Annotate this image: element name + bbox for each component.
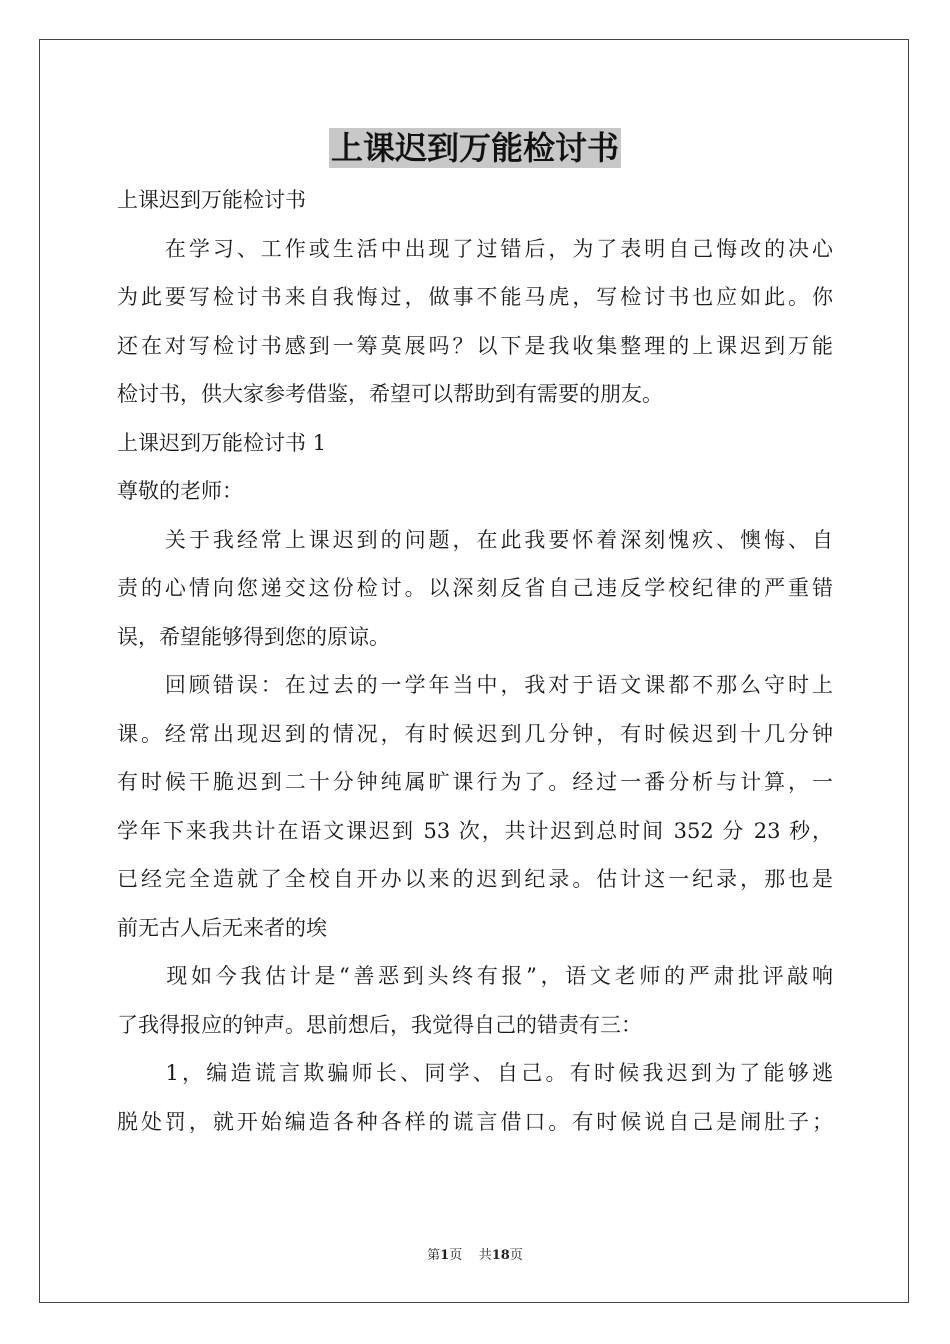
text-line: 为此要写检讨书来自我悔过，做事不能马虎，写检讨书也应如此。你 [117,285,833,309]
text-line: 回顾错误：在过去的一学年当中，我对于语文课都不那么守时上 [117,673,833,697]
footer-page-prefix: 第 [427,1248,441,1263]
text-line: 尊敬的老师： [117,479,243,503]
text-line: 课。经常出现迟到的情况，有时候迟到几分钟，有时候迟到十几分钟 [117,721,833,746]
text-line: 有时候干脆迟到二十分钟纯属旷课行为了。经过一番分析与计算，一 [117,770,833,794]
text-line: 1，编造谎言欺骗师长、同学、自己。有时候我迟到为了能够逃 [117,1061,833,1085]
page-footer [0,1247,950,1265]
text-line: 在学习、工作或生活中出现了过错后，为了表明自己悔改的决心 [117,236,833,261]
text-line: 上课迟到万能检讨书 [117,188,306,212]
footer-page-suffix: 页 [449,1248,463,1263]
text-line: 还在对写检讨书感到一筹莫展吗？以下是我收集整理的上课迟到万能 [117,333,833,358]
text-line: 学年下来我共计在语文课迟到 53 次，共计迟到总时间 352 分 23 秒， [117,818,833,843]
text-line: 前无古人后无来者的埃 [117,915,327,940]
document-title: 上课迟到万能检讨书 [330,129,619,167]
text-line: 责的心情向您递交这份检讨。以深刻反省自己违反学校纪律的严重错 [117,576,833,600]
text-line: 误，希望能够得到您的原谅。 [117,624,390,649]
footer-total-prefix: 共 [478,1248,492,1263]
text-line: 检讨书，供大家参考借鉴，希望可以帮助到有需要的朋友。 [117,382,663,406]
title-wrap [0,128,950,168]
text-line: 已经完全造就了全校自开办以来的迟到纪录。估计这一纪录，那也是 [117,867,833,891]
text-line: 上课迟到万能检讨书 1 [117,430,327,455]
footer-total-suffix: 页 [509,1248,523,1263]
text-line: 了我得报应的钟声。思前想后，我觉得自己的错责有三： [117,1012,642,1037]
text-line: 现如今我估计是“善恶到头终有报”，语文老师的严肃批评敲响 [117,964,833,988]
document-body [117,176,833,1146]
footer-page-current: 1 [440,1248,450,1263]
footer-page-total: 18 [491,1248,510,1263]
text-line: 关于我经常上课迟到的问题，在此我要怀着深刻愧疚、懊悔、自 [117,527,833,552]
text-line: 脱处罚，就开始编造各种各样的谎言借口。有时候说自己是闹肚子； [117,1109,833,1134]
